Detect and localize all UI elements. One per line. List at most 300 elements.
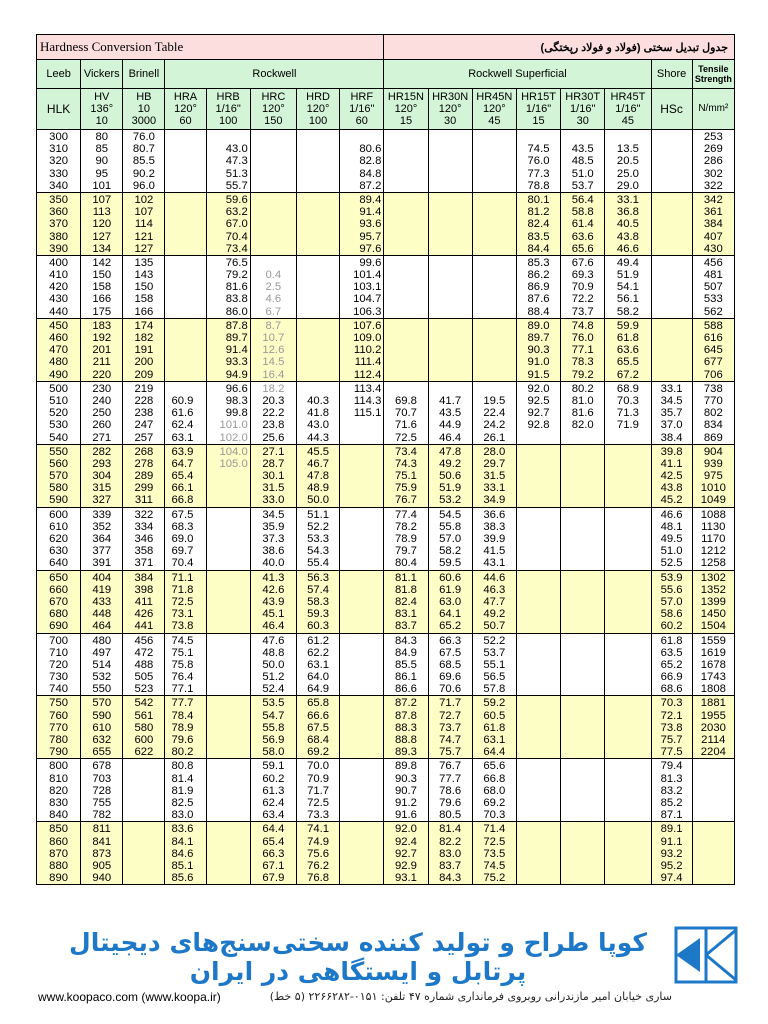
cell-hsc [651, 381, 692, 444]
cell-hlk [37, 192, 81, 255]
value [384, 231, 427, 243]
value: 175 [92, 305, 112, 318]
value [123, 836, 164, 848]
value: 106.3 [353, 305, 382, 318]
value: 84.8 [359, 167, 382, 180]
value: 13.5 [616, 143, 639, 156]
value: 61.8 [616, 332, 639, 344]
value [473, 356, 516, 368]
value [517, 494, 560, 506]
cell-hb [123, 130, 165, 193]
value: 57.0 [439, 533, 462, 545]
value [473, 218, 516, 230]
cell-hrc [250, 318, 296, 381]
value [171, 344, 205, 356]
value: 66.6 [307, 709, 330, 722]
cell-hr15n [384, 759, 428, 822]
value: 79.4 [660, 760, 683, 773]
value [693, 872, 734, 884]
value: 41.7 [439, 394, 462, 407]
cell-hrc [250, 255, 296, 318]
value: 1808 [700, 683, 726, 696]
value [517, 697, 560, 709]
value [340, 521, 381, 533]
value: 80.2 [571, 382, 594, 395]
value: 44.6 [483, 571, 506, 584]
value: 55.7 [225, 179, 248, 192]
value [605, 620, 650, 632]
value: 740 [49, 683, 69, 696]
value: 69.3 [571, 269, 594, 282]
value: 67.5 [307, 721, 330, 734]
value [207, 494, 248, 506]
cell-tensile [692, 192, 734, 255]
value: 74.9 [307, 835, 330, 848]
value: 86.9 [527, 281, 550, 294]
value [340, 659, 381, 671]
value: 738 [703, 382, 723, 395]
col-header-line: HRC [261, 91, 286, 103]
value: 8.7 [265, 319, 282, 332]
value: 800 [49, 760, 69, 773]
value [473, 344, 516, 356]
col-header-hr15n [384, 89, 428, 130]
value: 70.6 [439, 683, 462, 696]
value: 58.8 [571, 206, 594, 219]
value [429, 143, 472, 155]
value [207, 722, 248, 734]
value: 80.5 [439, 809, 462, 822]
value [561, 773, 604, 785]
value: 46.4 [439, 431, 462, 444]
value [605, 734, 650, 746]
value [473, 243, 516, 255]
col-header-hrb [206, 89, 250, 130]
value: 87.6 [527, 293, 550, 306]
value: 89.7 [225, 332, 248, 344]
value: 1504 [700, 620, 726, 633]
value [473, 206, 516, 218]
col-header-line: HR15N [387, 91, 424, 103]
value [384, 131, 427, 143]
value: 456 [134, 634, 154, 647]
value [517, 458, 560, 470]
value: 90.2 [132, 167, 155, 180]
value: 63.1 [307, 658, 330, 671]
value: 83.6 [171, 823, 194, 836]
value: 79.7 [394, 545, 417, 558]
value [251, 206, 296, 218]
cell-hrf [340, 759, 384, 822]
value [605, 860, 650, 872]
col-header-line: 136° [90, 103, 114, 115]
website-link[interactable]: www.koopaco.com (www.koopa.ir) [38, 990, 221, 1004]
value: 77.4 [394, 508, 417, 521]
value [561, 746, 604, 758]
value: 63.0 [439, 595, 462, 608]
value [473, 143, 516, 155]
cell-hlk [37, 130, 81, 193]
value: 1088 [700, 508, 726, 521]
value [605, 773, 650, 785]
col-header-line: 100 [308, 115, 328, 127]
value [251, 180, 296, 192]
value [561, 647, 604, 659]
col-header-line: 45 [621, 115, 635, 127]
col-header-line: 60 [355, 115, 368, 127]
value: 640 [49, 557, 69, 570]
value: 59.5 [439, 557, 462, 570]
value: 59.6 [225, 193, 248, 206]
value: 810 [49, 772, 69, 785]
value: 269 [703, 143, 723, 156]
value [429, 269, 472, 281]
value: 46.6 [616, 242, 639, 255]
cell-hsc [651, 192, 692, 255]
value: 83.0 [171, 809, 194, 822]
value: 580 [49, 482, 69, 495]
value [605, 494, 650, 506]
value: 67.5 [439, 646, 462, 659]
cell-hrb [206, 570, 250, 633]
value [340, 710, 381, 722]
value [561, 432, 604, 444]
cell-hrb [206, 822, 250, 885]
value [123, 848, 164, 860]
value: 26.1 [483, 431, 506, 444]
value: 33.0 [262, 494, 285, 507]
value: 79.6 [439, 796, 462, 809]
value: 88.4 [527, 305, 550, 318]
cell-hr15n [384, 381, 428, 444]
value: 29.0 [616, 179, 639, 192]
value: 14.5 [262, 356, 285, 369]
value: 51.2 [262, 671, 285, 684]
value: 384 [703, 218, 723, 231]
value: 530 [49, 419, 69, 432]
value: 105.0 [219, 457, 248, 470]
value [652, 281, 692, 293]
value: 95.2 [660, 859, 683, 872]
value: 47.7 [483, 595, 506, 608]
value: 52.5 [660, 557, 683, 570]
value: 68.6 [660, 683, 683, 696]
cell-hra [165, 570, 206, 633]
value: 43.8 [616, 230, 639, 243]
value [652, 218, 692, 230]
value: 55.4 [307, 557, 330, 570]
value: 286 [703, 155, 723, 168]
value [340, 697, 381, 709]
value [517, 710, 560, 722]
value: 500 [49, 382, 69, 395]
value: 40.5 [616, 218, 639, 231]
cell-hr45t [605, 759, 651, 822]
cell-hlk [37, 570, 81, 633]
value: 73.1 [171, 608, 194, 621]
value [297, 356, 339, 368]
value: 760 [49, 709, 69, 722]
cell-hr45t [605, 822, 651, 885]
value: 150 [92, 269, 112, 282]
value [384, 243, 427, 255]
value: 82.4 [394, 595, 417, 608]
value [297, 218, 339, 230]
value [517, 659, 560, 671]
value: 253 [703, 131, 723, 143]
table-row-block [37, 822, 735, 885]
value: 260 [92, 419, 112, 432]
value: 86.1 [394, 671, 417, 684]
value [171, 155, 205, 167]
value: 89.4 [359, 193, 382, 206]
value: 86.6 [394, 683, 417, 696]
value: 87.8 [394, 709, 417, 722]
value [207, 572, 248, 584]
value: 75.9 [394, 482, 417, 495]
value [123, 785, 164, 797]
value: 41.8 [307, 407, 330, 420]
table-row-block [37, 381, 735, 444]
value: 104.0 [219, 445, 248, 458]
value: 111.4 [354, 356, 382, 369]
value [429, 218, 472, 230]
value: 91.0 [527, 356, 550, 369]
value [384, 180, 427, 192]
col-header-line: 120° [394, 103, 418, 115]
value [605, 722, 650, 734]
value: 73.7 [439, 721, 462, 734]
value [429, 180, 472, 192]
value [297, 332, 339, 344]
value: 678 [92, 760, 112, 773]
col-header-hr45t [605, 89, 651, 130]
value: 440 [49, 305, 69, 318]
value: 703 [92, 772, 112, 785]
cell-hsc [651, 444, 692, 507]
value: 68.3 [171, 520, 194, 533]
value [384, 356, 427, 368]
value: 65.4 [262, 835, 285, 848]
value: 50.6 [439, 470, 462, 483]
value: 81.2 [527, 206, 550, 219]
value: 80.7 [132, 143, 155, 156]
value: 830 [49, 796, 69, 809]
cell-hrf [340, 255, 384, 318]
value: 83.7 [439, 859, 462, 872]
value [297, 243, 339, 255]
value [340, 432, 381, 444]
value: 82.2 [439, 835, 462, 848]
value [693, 773, 734, 785]
value: 92.9 [394, 859, 417, 872]
value: 39.9 [483, 533, 506, 545]
footer [0, 920, 768, 1024]
col-header-line: 120° [438, 103, 462, 115]
value [297, 168, 339, 180]
cell-hrd [296, 255, 339, 318]
value: 65.2 [660, 658, 683, 671]
cell-hrc [250, 381, 296, 444]
value: 12.6 [262, 344, 285, 357]
value: 74.5 [171, 634, 194, 647]
value: 73.8 [171, 620, 194, 633]
value [473, 155, 516, 167]
value [251, 194, 296, 206]
col-header-line: HR45T [610, 91, 646, 103]
value [207, 710, 248, 722]
value: 470 [49, 344, 69, 357]
value: 78.3 [571, 356, 594, 369]
col-header-line: 100 [218, 115, 238, 127]
col-header-hr15t [516, 89, 560, 130]
value: 89.8 [394, 760, 417, 773]
value: 310 [49, 143, 69, 156]
value [517, 785, 560, 797]
cell-hra [165, 633, 206, 696]
value: 51.3 [225, 167, 248, 180]
cell-hr45t [605, 570, 651, 633]
value: 510 [49, 394, 69, 407]
value: 361 [703, 206, 723, 219]
cell-hrf [340, 318, 384, 381]
cell-hrc [250, 507, 296, 570]
value: 31.5 [262, 482, 285, 495]
value: 91.2 [394, 796, 417, 809]
value [207, 746, 248, 758]
cell-hrd [296, 444, 339, 507]
value: 472 [134, 646, 154, 659]
value [429, 281, 472, 293]
value: 96.0 [132, 179, 155, 192]
cell-hr15n [384, 192, 428, 255]
value: 320 [49, 155, 69, 168]
value: 85.3 [527, 256, 550, 269]
cell-hrb [206, 444, 250, 507]
value [429, 155, 472, 167]
value: 1619 [700, 646, 726, 659]
value: 87.8 [225, 319, 248, 332]
value [652, 344, 692, 356]
value: 730 [49, 671, 69, 684]
value [517, 533, 560, 545]
value: 58.0 [262, 746, 285, 759]
value: 430 [49, 293, 69, 306]
value: 59.9 [616, 319, 639, 332]
value [561, 470, 604, 482]
value [517, 596, 560, 608]
value [340, 872, 381, 884]
value: 72.5 [483, 835, 506, 848]
value [340, 596, 381, 608]
cell-hb [123, 192, 165, 255]
value: 464 [92, 620, 112, 633]
value [384, 143, 427, 155]
cell-hr30t [561, 318, 605, 381]
value: 840 [49, 809, 69, 822]
value [561, 760, 604, 772]
value: 73.4 [225, 242, 248, 255]
value [473, 194, 516, 206]
value [207, 557, 248, 569]
value: 404 [92, 571, 112, 584]
value: 84.6 [171, 847, 194, 860]
value: 20.3 [262, 394, 285, 407]
value [605, 446, 650, 458]
value: 904 [703, 445, 723, 458]
value: 507 [703, 281, 723, 294]
cell-hrf [340, 822, 384, 885]
value: 300 [49, 131, 69, 143]
value: 60.6 [439, 571, 462, 584]
value: 81.6 [225, 281, 248, 294]
cell-hr30t [561, 633, 605, 696]
value: 182 [134, 332, 154, 344]
value: 76.0 [132, 131, 155, 143]
value: 51.0 [660, 545, 683, 558]
value: 1955 [700, 709, 726, 722]
value: 92.7 [527, 407, 550, 420]
value: 433 [92, 595, 112, 608]
value [171, 281, 205, 293]
value [207, 848, 248, 860]
cell-tensile [692, 381, 734, 444]
value: 80.2 [171, 746, 194, 759]
value: 360 [49, 206, 69, 219]
value: 1352 [700, 583, 726, 596]
cell-hrb [206, 130, 250, 193]
cell-hr45t [605, 130, 651, 193]
value: 101.0 [219, 419, 248, 432]
cell-hv [81, 255, 123, 318]
value: 520 [49, 407, 69, 420]
value: 75.7 [439, 746, 462, 759]
value: 65.2 [439, 620, 462, 633]
value: 78.9 [171, 721, 194, 734]
value: 371 [134, 557, 154, 570]
value: 53.5 [262, 697, 285, 710]
value: 67.2 [616, 368, 639, 381]
value: 63.1 [171, 431, 194, 444]
cell-hr30t [561, 759, 605, 822]
koopa-logo-icon [670, 922, 742, 988]
value [429, 168, 472, 180]
cell-hsc [651, 570, 692, 633]
value: 48.1 [660, 520, 683, 533]
value [693, 797, 734, 809]
value [384, 206, 427, 218]
cell-hr45t [605, 633, 651, 696]
cell-hr15n [384, 633, 428, 696]
cell-hr30t [561, 822, 605, 885]
cell-hb [123, 255, 165, 318]
value: 83.1 [394, 608, 417, 621]
group-shore: Shore [651, 60, 692, 89]
value: 50.0 [307, 494, 330, 507]
value: 75.7 [660, 734, 683, 746]
value: 85.1 [171, 859, 194, 872]
cell-hsc [651, 759, 692, 822]
col-header-line: HB [136, 91, 152, 103]
value [652, 168, 692, 180]
value: 112.4 [353, 368, 382, 381]
value [429, 194, 472, 206]
value: 219 [134, 382, 154, 395]
value: 1010 [700, 482, 726, 495]
cell-hrc [250, 759, 296, 822]
value: 53.2 [439, 494, 462, 507]
value [517, 860, 560, 872]
